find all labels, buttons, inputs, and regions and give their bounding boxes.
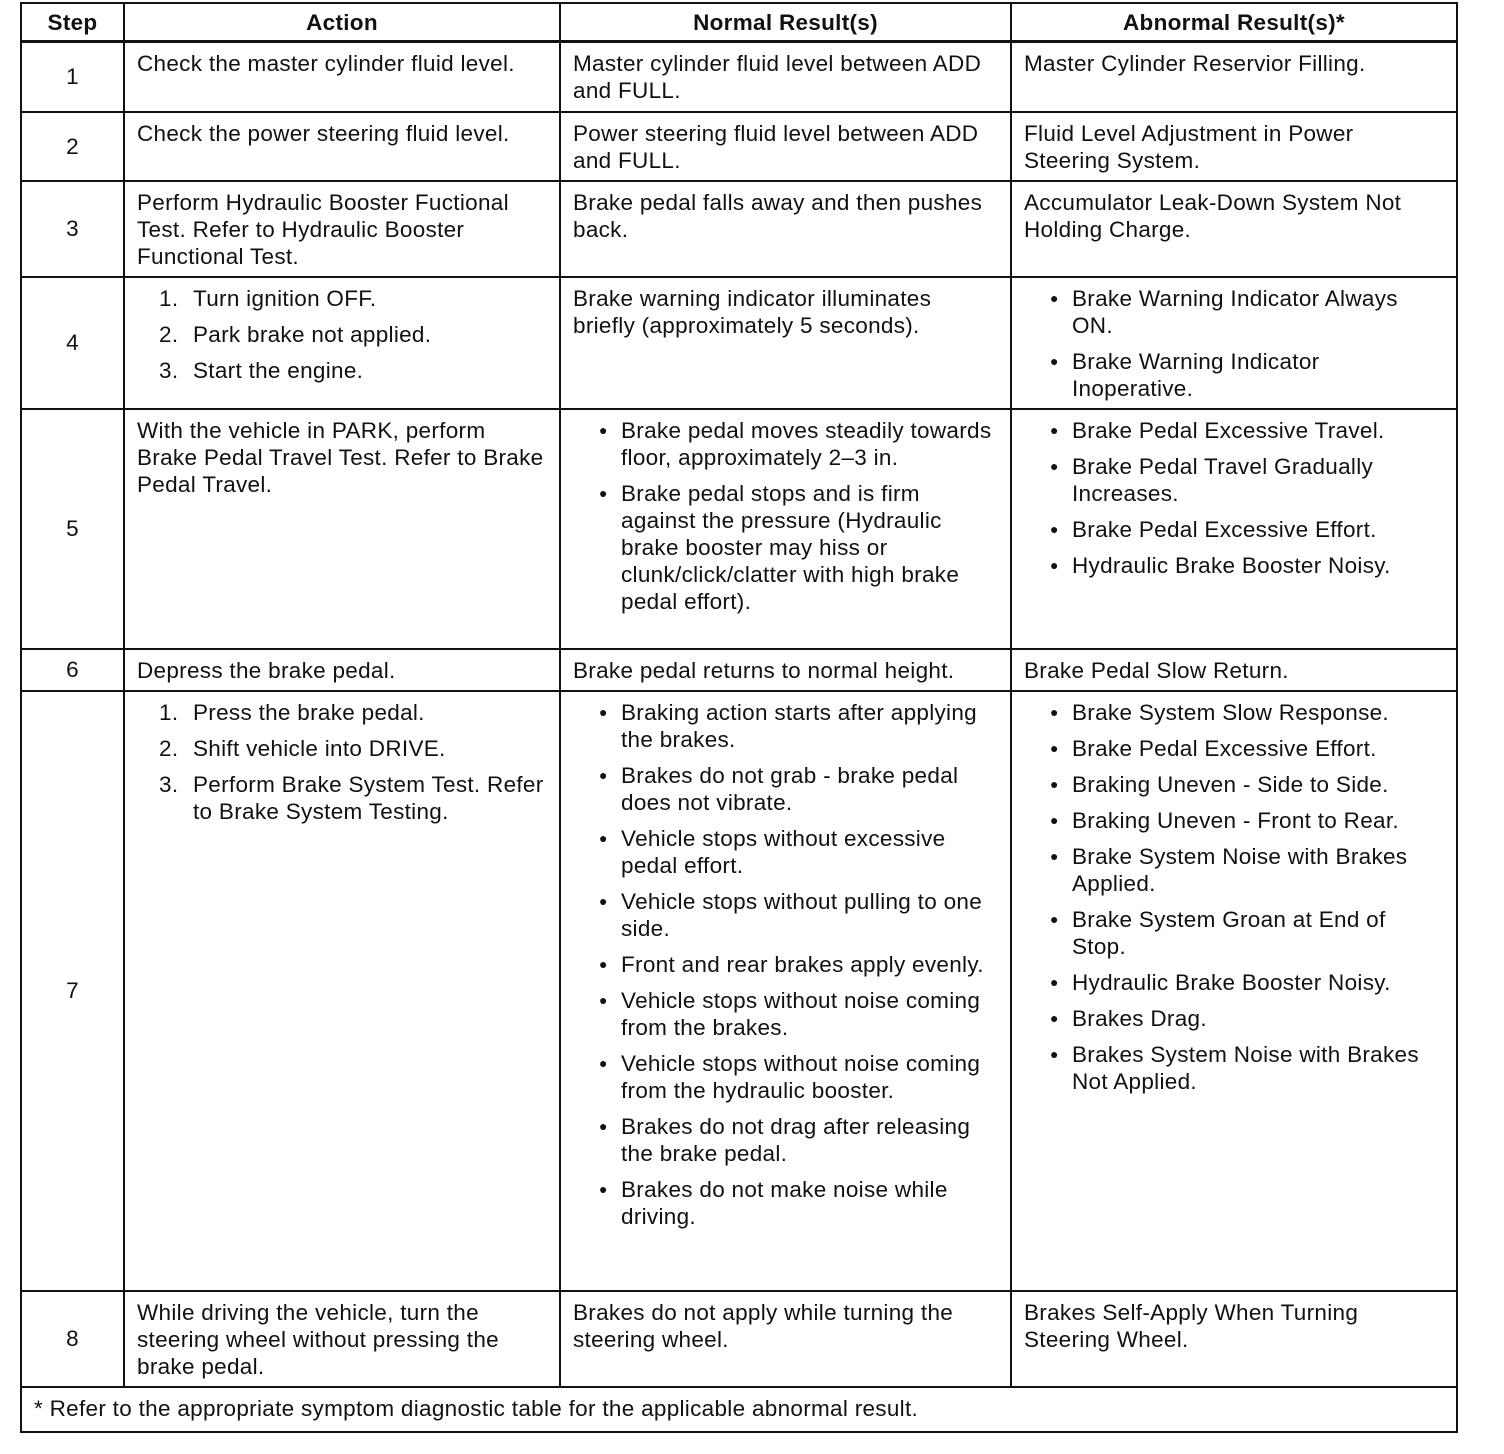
- bullet-icon: ●: [1050, 775, 1059, 792]
- action-cell: Check the power steering fluid level.: [124, 112, 560, 181]
- normal-result-cell: Brake pedal falls away and then pushes back.: [560, 181, 1011, 277]
- abnormal-result-cell: [1011, 409, 1457, 649]
- action-cell: Perform Hydraulic Booster Fuctional Test. Refer to Hydraulic Booster Functional Test.: [124, 181, 560, 277]
- item-text: Brake Pedal Excessive Effort.: [1072, 516, 1377, 542]
- bullet-icon: ●: [599, 955, 608, 972]
- step-number: 3: [21, 181, 124, 277]
- item-text: Press the brake pedal.: [193, 699, 425, 725]
- list-item: [573, 417, 998, 471]
- abnormal-result-cell: Master Cylinder Reservior Filling.: [1011, 42, 1457, 112]
- list-item: [573, 1176, 998, 1230]
- list-item: [137, 699, 547, 726]
- normal-result-cell: [560, 409, 1011, 649]
- list-item: [137, 285, 547, 312]
- list-item: [1024, 735, 1444, 762]
- bullet-icon: ●: [599, 829, 608, 846]
- bullet-icon: ●: [1050, 973, 1059, 990]
- list-item: [1024, 1041, 1444, 1095]
- bullet-icon: ●: [1050, 289, 1059, 306]
- list-item: [1024, 1005, 1444, 1032]
- list-item: [1024, 552, 1444, 579]
- item-text: Shift vehicle into DRIVE.: [193, 735, 446, 761]
- list-item: [573, 699, 998, 753]
- list-item: [137, 771, 547, 825]
- bullet-icon: ●: [599, 1117, 608, 1134]
- item-text: Brake Pedal Travel Gradually Increases.: [1072, 453, 1374, 506]
- bullet-icon: ●: [599, 421, 608, 438]
- list-item: [573, 987, 998, 1041]
- list-item: [1024, 453, 1444, 507]
- table-row: [21, 691, 1457, 1291]
- item-text: Brake System Noise with Brakes Applied.: [1072, 843, 1408, 896]
- list-item: [573, 480, 998, 615]
- header-normal-results: Normal Result(s): [560, 3, 1011, 42]
- item-number: 1.: [159, 699, 179, 725]
- item-text: Brake Warning Indicator Inoperative.: [1072, 348, 1320, 401]
- step-number: 8: [21, 1291, 124, 1387]
- table-row: [21, 649, 1457, 691]
- action-cell: [124, 277, 560, 409]
- abnormal-results-list: [1024, 285, 1444, 402]
- action-steps-list: [137, 699, 547, 825]
- item-number: 3.: [159, 357, 179, 383]
- list-item: [1024, 843, 1444, 897]
- bullet-icon: ●: [599, 1054, 608, 1071]
- bullet-icon: ●: [1050, 910, 1059, 927]
- abnormal-result-cell: [1011, 691, 1457, 1291]
- action-cell: While driving the vehicle, turn the steering wheel without pressing the brake pedal.: [124, 1291, 560, 1387]
- abnormal-result-cell: Fluid Level Adjustment in Power Steering System.: [1011, 112, 1457, 181]
- footnote-row: [21, 1387, 1457, 1432]
- action-cell: Check the master cylinder fluid level.: [124, 42, 560, 112]
- normal-result-cell: Power steering fluid level between ADD and FULL.: [560, 112, 1011, 181]
- list-item: [137, 321, 547, 348]
- table-row: [21, 1291, 1457, 1387]
- item-text: Hydraulic Brake Booster Noisy.: [1072, 552, 1391, 578]
- item-text: Turn ignition OFF.: [193, 285, 377, 311]
- item-text: Perform Brake System Test. Refer to Brake System Testing.: [193, 771, 544, 824]
- item-text: Vehicle stops without excessive pedal effort.: [621, 825, 946, 878]
- item-text: Brakes Drag.: [1072, 1005, 1207, 1031]
- item-text: Braking Uneven - Front to Rear.: [1072, 807, 1399, 833]
- header-action: Action: [124, 3, 560, 42]
- header-step: Step: [21, 3, 124, 42]
- item-text: Brakes do not make noise while driving.: [621, 1176, 948, 1229]
- item-number: 3.: [159, 771, 179, 797]
- item-text: Brakes do not grab - brake pedal does not vibrate.: [621, 762, 959, 815]
- bullet-icon: ●: [1050, 421, 1059, 438]
- normal-result-cell: Brakes do not apply while turning the steering wheel.: [560, 1291, 1011, 1387]
- brake-diagnostic-table: [20, 2, 1458, 1433]
- table-row: [21, 42, 1457, 112]
- item-text: Brake Pedal Excessive Travel.: [1072, 417, 1385, 443]
- item-text: Front and rear brakes apply evenly.: [621, 951, 984, 977]
- bullet-icon: ●: [1050, 811, 1059, 828]
- list-item: [573, 888, 998, 942]
- list-item: [137, 735, 547, 762]
- bullet-icon: ●: [1050, 703, 1059, 720]
- bullet-icon: ●: [1050, 520, 1059, 537]
- bullet-icon: ●: [1050, 352, 1059, 369]
- item-text: Brakes System Noise with Brakes Not Applied.: [1072, 1041, 1419, 1094]
- action-cell: With the vehicle in PARK, perform Brake Pedal Travel Test. Refer to Brake Pedal Travel.: [124, 409, 560, 649]
- action-steps-list: [137, 285, 547, 384]
- list-item: [573, 1113, 998, 1167]
- bullet-icon: ●: [1050, 556, 1059, 573]
- abnormal-results-list: [1024, 417, 1444, 579]
- list-item: [1024, 348, 1444, 402]
- item-text: Vehicle stops without pulling to one side.: [621, 888, 983, 941]
- table-row: [21, 277, 1457, 409]
- step-number: 1: [21, 42, 124, 112]
- bullet-icon: ●: [1050, 1045, 1059, 1062]
- item-text: Brake pedal moves steadily towards floor, approximately 2–3 in.: [621, 417, 992, 470]
- abnormal-result-cell: Brake Pedal Slow Return.: [1011, 649, 1457, 691]
- item-text: Brake Warning Indicator Always ON.: [1072, 285, 1398, 338]
- item-text: Brake pedal stops and is firm against the pressure (Hydraulic brake booster may hiss or clunk/click/clatter with high brake pedal effort).: [621, 480, 960, 614]
- bullet-icon: ●: [599, 703, 608, 720]
- list-item: [573, 762, 998, 816]
- list-item: [573, 1050, 998, 1104]
- list-item: [137, 357, 547, 384]
- list-item: [1024, 807, 1444, 834]
- abnormal-result-cell: Brakes Self-Apply When Turning Steering Wheel.: [1011, 1291, 1457, 1387]
- item-text: Vehicle stops without noise coming from the hydraulic booster.: [621, 1050, 981, 1103]
- step-number: 2: [21, 112, 124, 181]
- table-row: [21, 409, 1457, 649]
- footnote: * Refer to the appropriate symptom diagnostic table for the applicable abnormal result.: [21, 1387, 1457, 1432]
- bullet-icon: ●: [1050, 847, 1059, 864]
- step-number: 4: [21, 277, 124, 409]
- normal-result-cell: Brake pedal returns to normal height.: [560, 649, 1011, 691]
- item-text: Start the engine.: [193, 357, 364, 383]
- list-item: [573, 825, 998, 879]
- abnormal-result-cell: [1011, 277, 1457, 409]
- abnormal-result-cell: Accumulator Leak-Down System Not Holding Charge.: [1011, 181, 1457, 277]
- normal-result-cell: [560, 691, 1011, 1291]
- normal-results-list: [573, 699, 998, 1230]
- bullet-icon: ●: [1050, 739, 1059, 756]
- item-text: Brakes do not drag after releasing the brake pedal.: [621, 1113, 971, 1166]
- item-text: Braking Uneven - Side to Side.: [1072, 771, 1389, 797]
- diagnostic-page: [20, 2, 1456, 1433]
- list-item: [1024, 771, 1444, 798]
- header-abnormal-results: Abnormal Result(s)*: [1011, 3, 1457, 42]
- step-number: 5: [21, 409, 124, 649]
- item-text: Brake System Slow Response.: [1072, 699, 1389, 725]
- item-text: Brake Pedal Excessive Effort.: [1072, 735, 1377, 761]
- bullet-icon: ●: [599, 991, 608, 1008]
- normal-result-cell: Master cylinder fluid level between ADD and FULL.: [560, 42, 1011, 112]
- step-number: 7: [21, 691, 124, 1291]
- item-number: 2.: [159, 735, 179, 761]
- item-text: Hydraulic Brake Booster Noisy.: [1072, 969, 1391, 995]
- step-number: 6: [21, 649, 124, 691]
- normal-results-list: [573, 417, 998, 615]
- table-header-row: [21, 3, 1457, 42]
- normal-result-cell: Brake warning indicator illuminates briefly (approximately 5 seconds).: [560, 277, 1011, 409]
- item-number: 2.: [159, 321, 179, 347]
- item-number: 1.: [159, 285, 179, 311]
- table-row: [21, 181, 1457, 277]
- table-row: [21, 112, 1457, 181]
- item-text: Brake System Groan at End of Stop.: [1072, 906, 1386, 959]
- bullet-icon: ●: [1050, 1009, 1059, 1026]
- action-cell: Depress the brake pedal.: [124, 649, 560, 691]
- list-item: [1024, 699, 1444, 726]
- list-item: [1024, 417, 1444, 444]
- bullet-icon: ●: [599, 892, 608, 909]
- item-text: Braking action starts after applying the brakes.: [621, 699, 977, 752]
- item-text: Park brake not applied.: [193, 321, 432, 347]
- item-text: Vehicle stops without noise coming from the brakes.: [621, 987, 981, 1040]
- action-cell: [124, 691, 560, 1291]
- abnormal-results-list: [1024, 699, 1444, 1095]
- bullet-icon: ●: [599, 484, 608, 501]
- list-item: [573, 951, 998, 978]
- list-item: [1024, 516, 1444, 543]
- list-item: [1024, 906, 1444, 960]
- bullet-icon: ●: [1050, 457, 1059, 474]
- bullet-icon: ●: [599, 1180, 608, 1197]
- bullet-icon: ●: [599, 766, 608, 783]
- list-item: [1024, 285, 1444, 339]
- list-item: [1024, 969, 1444, 996]
